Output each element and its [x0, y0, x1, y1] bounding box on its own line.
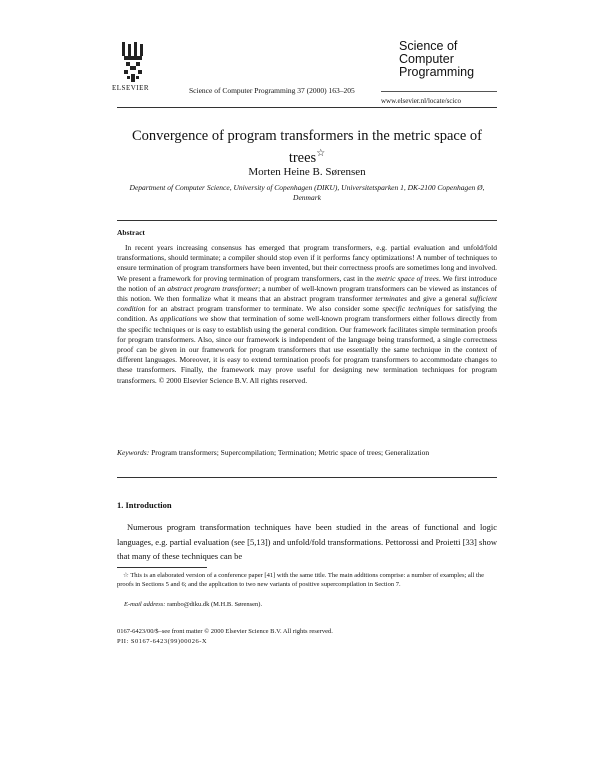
footnote-divider	[117, 567, 207, 568]
keywords-text: Program transformers; Supercompilation; Termination; Metric space of trees; Generalization	[149, 448, 430, 457]
pii-line: PII: S0167-6423(99)00026-X	[117, 638, 208, 645]
elsevier-tree-logo	[114, 40, 154, 90]
publisher-name: ELSEVIER	[112, 84, 150, 92]
paper-title	[117, 127, 497, 167]
title-text: Convergence of program transformers in the metric space of trees	[131, 128, 483, 166]
footnote-text: This is an elaborated version of a conference paper [41] with the same title. The main additions comprise: a number of examples; all the proofs in Sections 5 and 6; and the application to two new variants of positive supercompilation in Section 7.	[117, 572, 484, 588]
section-heading: 1. Introduction	[117, 500, 172, 510]
copyright-line: 0167-6423/00/$–see front matter © 2000 Elsevier Science B.V. All rights reserved.	[117, 628, 333, 635]
journal-url: www.elsevier.nl/locate/scico	[381, 97, 462, 105]
keywords	[117, 448, 497, 458]
brand-line: Computer	[399, 52, 454, 66]
journal-reference: Science of Computer Programming 37 (2000) 163–205	[189, 86, 355, 95]
email-footnote	[124, 601, 262, 608]
header-divider	[117, 107, 497, 108]
keywords-label: Keywords:	[117, 448, 150, 457]
footnote-star: ☆	[123, 572, 129, 579]
affiliation: Department of Computer Science, University of Copenhagen (DIKU), Universitetsparken 1, DK-2100 Copenhagen Ø, Denmark	[129, 183, 485, 202]
brand-line: Science of	[399, 39, 458, 53]
footnote	[117, 571, 497, 589]
abstract-bottom-divider	[117, 477, 497, 478]
email-address: rambo@diku.dk (M.H.B. Sørensen).	[165, 601, 263, 608]
title-footnote-star: ☆	[316, 148, 326, 159]
brand-divider	[381, 91, 497, 92]
author-name: Morten Heine B. Sørensen	[248, 166, 366, 178]
abstract-body: In recent years increasing consensus has emerged that program transformers, e.g. partial evaluation and unfold/fold transformations, should terminate; a compiler should stop even if it performs fancy optimizations! A number of techniques to ensure termination of program transformers have been invented, but their correctness proofs are sometimes long and involved. We present a framework for proving termination of program transformers, cast in the metric space of trees. We first introduce the notion of an abstract program transformer; a number of well-known program transformers can be viewed as instances of this notion. We then formalize what it means that an abstract program transformer terminates and give a general sufficient condition for an abstract program transformer to terminate. We also consider some specific techniques for satisfying the condition. As applications we show that termination of some well-known program transformers either follows directly from the specific techniques or is easy to establish using the general condition. Our framework facilitates simple termination proofs for program transformers. Also, since our framework is independent of the language being transformed, a single correctness proof can be given in our framework for program transformers that use essentially the same technique in the context of different languages. Moreover, it is easy to extend termination proofs for program transformers to accommodate changes to these transformers. Finally, the framework may prove useful for designing new termination techniques for program transformers. © 2000 Elsevier Science B.V. All rights reserved.	[117, 243, 498, 385]
journal-brand	[399, 40, 474, 79]
abstract-heading: Abstract	[117, 228, 145, 237]
email-label: E-mail address:	[124, 601, 166, 608]
abstract-top-divider	[117, 220, 497, 221]
brand-line: Programming	[399, 65, 475, 79]
intro-paragraph: Numerous program transformation techniques have been studied in the areas of functional and logic languages, e.g. partial evaluation (see [5,13]) and unfold/fold transformations. Pettorossi and Proietti [33] show that many of these techniques can be	[117, 522, 497, 561]
